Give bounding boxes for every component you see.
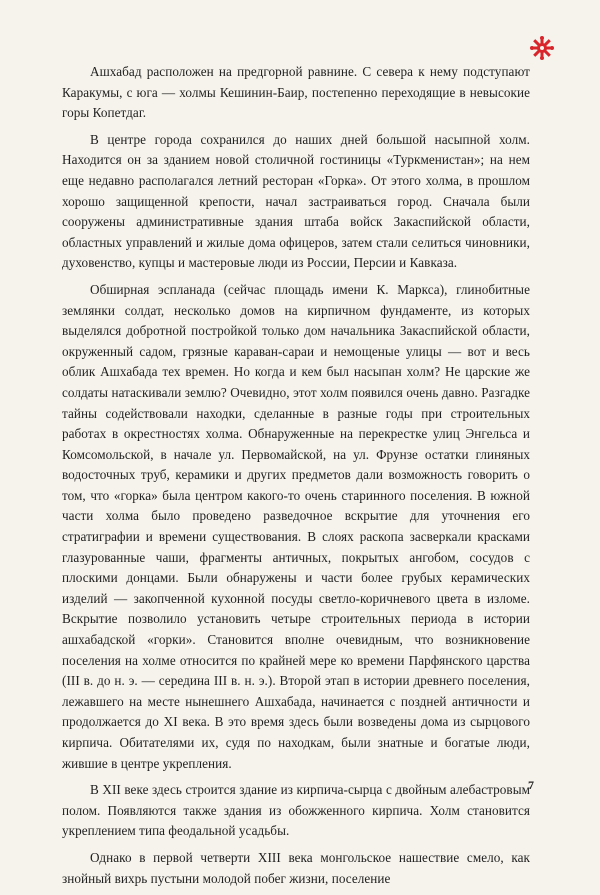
red-snowflake-ornament-icon (530, 36, 554, 60)
paragraph-2: В центре города сохранился до наших дней большой насыпной холм. Находится он за зданием новой столичной гостиницы «Туркменистан»; на нем еще недавно располагался летний ресторан «Горка». От этого холма, в прошлом хорошо защищенной крепости, начал застраиваться город. Сначала были сооружены административные здания штаба войск Закаспийской области, областных управлений и жилые дома офицеров, затем стали селиться чиновники, духовенство, купцы и мастеровые люди из России, Персии и Кавказа. (62, 131, 530, 271)
page-number: 7 (528, 778, 534, 792)
paragraph-3: Обширная эспланада (сейчас площадь имени К. Маркса), глинобитные землянки солдат, несколько домов на кирпичном фундаменте, из которых выделялся добротной постройкой только дом начальника Закаспийской области, окруженный садом, грязные караван-сараи и немощеные улицы — вот и весь облик Ашхабада тех времен. Но когда и кем был насыпан холм? Не царские же солдаты натаскивали землю? Очевидно, этот холм появился очень давно. Разгадке тайны содействовали находки, сделанные в разные годы при строительных работах в окрестностях холма. Обнаруженные на перекрестке улиц Энгельса и Комсомольской, в начале ул. Первомайской, на ул. Фрунзе остатки глиняных водосточных труб, керамики и других предметов дали возможность говорить о том, что «горка» была центром какого-то очень старинного поселения. В южной части холма было проведено разведочное вскрытие для уточнения его стратиграфии и времени существования. В слоях раскопа засверкали красками глазурованные чаши, фрагменты античных, покрытых ангобом, сосудов с плоскими донцами. Были обнаружены и части более грубых керамических изделий — закопченной кухонной посуды светло-коричневого цвета в изломе. Вскрытие позволило установить четыре строительных периода в истории ашхабадской «горки». Становится вполне очевидным, что возникновение поселения на холме относится по крайней мере ко времени Парфянского царства (III в. до н. э. — середина III в. н. э.). Второй этап в истории древнего поселения, лежавшего на месте нынешнего Ашхабада, начинается с поздней античности и продолжается до XI века. В это время здесь были возведены дома из сырцового кирпича. Обитателями их, судя по находкам, были знатные и богатые люди, жившие в центре укрепления. (62, 281, 530, 771)
paragraph-1: Ашхабад расположен на предгорной равнине. С севера к нему подступают Каракумы, с юга — холмы Кешинин-Баир, постепенно переходящие в невысокие горы Копетдаг. (62, 64, 530, 121)
page-text (62, 62, 530, 895)
paragraph-4: В XII веке здесь строится здание из кирпича-сырца с двойным алебастровым полом. Появляются также здания из обожженного кирпича. Холм становится укреплением типа феодальной усадьбы. (62, 782, 530, 839)
paragraph-5: Однако в первой четверти XIII века монгольское нашествие смело, как знойный вихрь пустыни молодой побег жизни, поселение (62, 849, 530, 886)
